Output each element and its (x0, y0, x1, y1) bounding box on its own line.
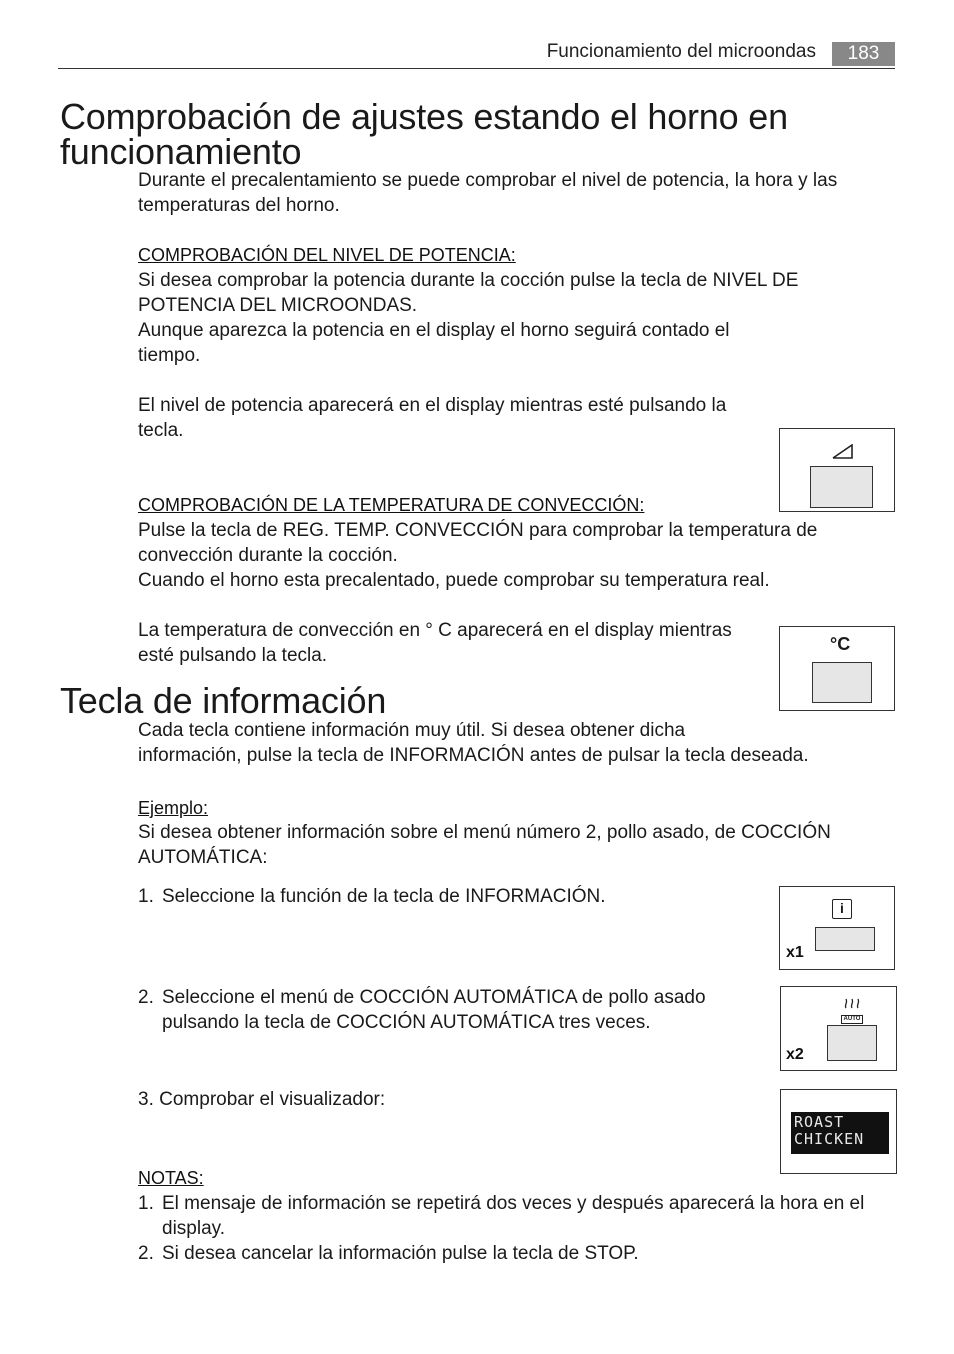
section-title-line: Comprobación de ajustes estando el horno en (60, 96, 788, 137)
paragraph-line: Si desea comprobar la potencia durante la cocción pulse la tecla de NIVEL DE (138, 270, 799, 291)
list-item (138, 1087, 758, 1112)
paragraph-line: esté pulsando la tecla. (138, 645, 328, 666)
paragraph-line: El nivel de potencia aparecerá en el display mientras esté pulsando la (138, 395, 727, 416)
list-item (138, 884, 758, 909)
paragraph-line: temperaturas del horno. (138, 195, 340, 216)
convection-text (138, 518, 817, 668)
list-text (162, 1191, 864, 1241)
section-title-settings-check (60, 96, 788, 172)
info-key-illustration (779, 886, 895, 970)
list-item (138, 1241, 898, 1266)
lcd-display (791, 1112, 889, 1154)
paragraph-line: El mensaje de información se repetirá dos veces y después aparecerá la hora en el (162, 1193, 865, 1214)
paragraph-line: AUTOMÁTICA: (138, 847, 268, 868)
paragraph-line: tecla. (138, 420, 184, 441)
list-number: 1. (138, 1193, 154, 1214)
press-count: x2 (786, 1046, 804, 1063)
section2-intro (138, 718, 809, 768)
power-level-text (138, 268, 798, 443)
example-heading: Ejemplo: (138, 798, 209, 818)
paragraph-line: tiempo. (138, 345, 201, 366)
list-number: 2. (138, 987, 154, 1008)
list-number: 3. (138, 1089, 154, 1110)
convection-temp-key[interactable] (812, 662, 872, 703)
paragraph-line: información, pulse la tecla de INFORMACIÓN antes de pulsar la tecla deseada. (138, 745, 809, 766)
auto-cook-key[interactable] (827, 1025, 877, 1061)
auto-label: AUTO (841, 1015, 863, 1024)
info-icon: i (832, 899, 852, 919)
steam-icon (841, 996, 863, 1010)
power-level-heading: COMPROBACIÓN DEL NIVEL DE POTENCIA: (138, 245, 516, 265)
power-level-key[interactable] (810, 466, 873, 508)
list-text: Comprobar el visualizador: (159, 1089, 386, 1110)
paragraph-line: Si desea obtener información sobre el menú número 2, pollo asado, de COCCIÓN (138, 822, 831, 843)
paragraph-line: Seleccione el menú de COCCIÓN AUTOMÁTICA de pollo asado (162, 987, 706, 1008)
paragraph-line: POTENCIA DEL MICROONDAS. (138, 295, 418, 316)
paragraph-line: Aunque aparezca la potencia en el display el horno seguirá contado el (138, 320, 730, 341)
list-item (138, 985, 758, 1035)
list-text (162, 985, 706, 1035)
auto-cook-icon (841, 996, 863, 1020)
list-item (138, 1191, 898, 1241)
auto-cook-key-illustration (780, 986, 897, 1071)
convection-heading: COMPROBACIÓN DE LA TEMPERATURA DE CONVECCIÓN: (138, 495, 645, 515)
display-line: CHICKEN (794, 1130, 865, 1148)
paragraph-line: Cuando el horno esta precalentado, puede comprobar su temperatura real. (138, 570, 770, 591)
information-key[interactable] (815, 927, 875, 951)
paragraph-line: La temperatura de convección en ° C aparecerá en el display mientras (138, 620, 732, 641)
paragraph-line: pulsando la tecla de COCCIÓN AUTOMÁTICA tres veces. (162, 1012, 651, 1033)
list-number: 2. (138, 1243, 154, 1264)
display-illustration (780, 1089, 897, 1174)
celsius-icon: °C (830, 634, 851, 654)
section-title-line: funcionamiento (60, 131, 302, 172)
paragraph-line: Cada tecla contiene información muy útil. Si desea obtener dicha (138, 720, 686, 741)
paragraph-line: convección durante la cocción. (138, 545, 398, 566)
header-divider (58, 68, 895, 69)
paragraph-line: display. (162, 1218, 226, 1239)
list-text: Si desea cancelar la información pulse la tecla de STOP. (162, 1243, 639, 1264)
display-line: ROAST (794, 1113, 845, 1131)
running-header: Funcionamiento del microondas (546, 41, 816, 62)
section1-intro (138, 168, 837, 218)
section-title-info-key: Tecla de información (60, 680, 387, 721)
paragraph-line: Pulse la tecla de REG. TEMP. CONVECCIÓN para comprobar la temperatura de (138, 520, 818, 541)
page-number: 183 (832, 42, 895, 66)
convection-key-illustration (779, 626, 895, 711)
list-text: Seleccione la función de la tecla de INFORMACIÓN. (162, 886, 606, 907)
list-number: 1. (138, 886, 154, 907)
example-text (138, 820, 831, 870)
power-level-icon (832, 444, 854, 460)
press-count: x1 (786, 944, 804, 961)
notes-heading: NOTAS: (138, 1168, 204, 1188)
paragraph-line: Durante el precalentamiento se puede comprobar el nivel de potencia, la hora y las (138, 170, 838, 191)
power-key-illustration (779, 428, 895, 512)
